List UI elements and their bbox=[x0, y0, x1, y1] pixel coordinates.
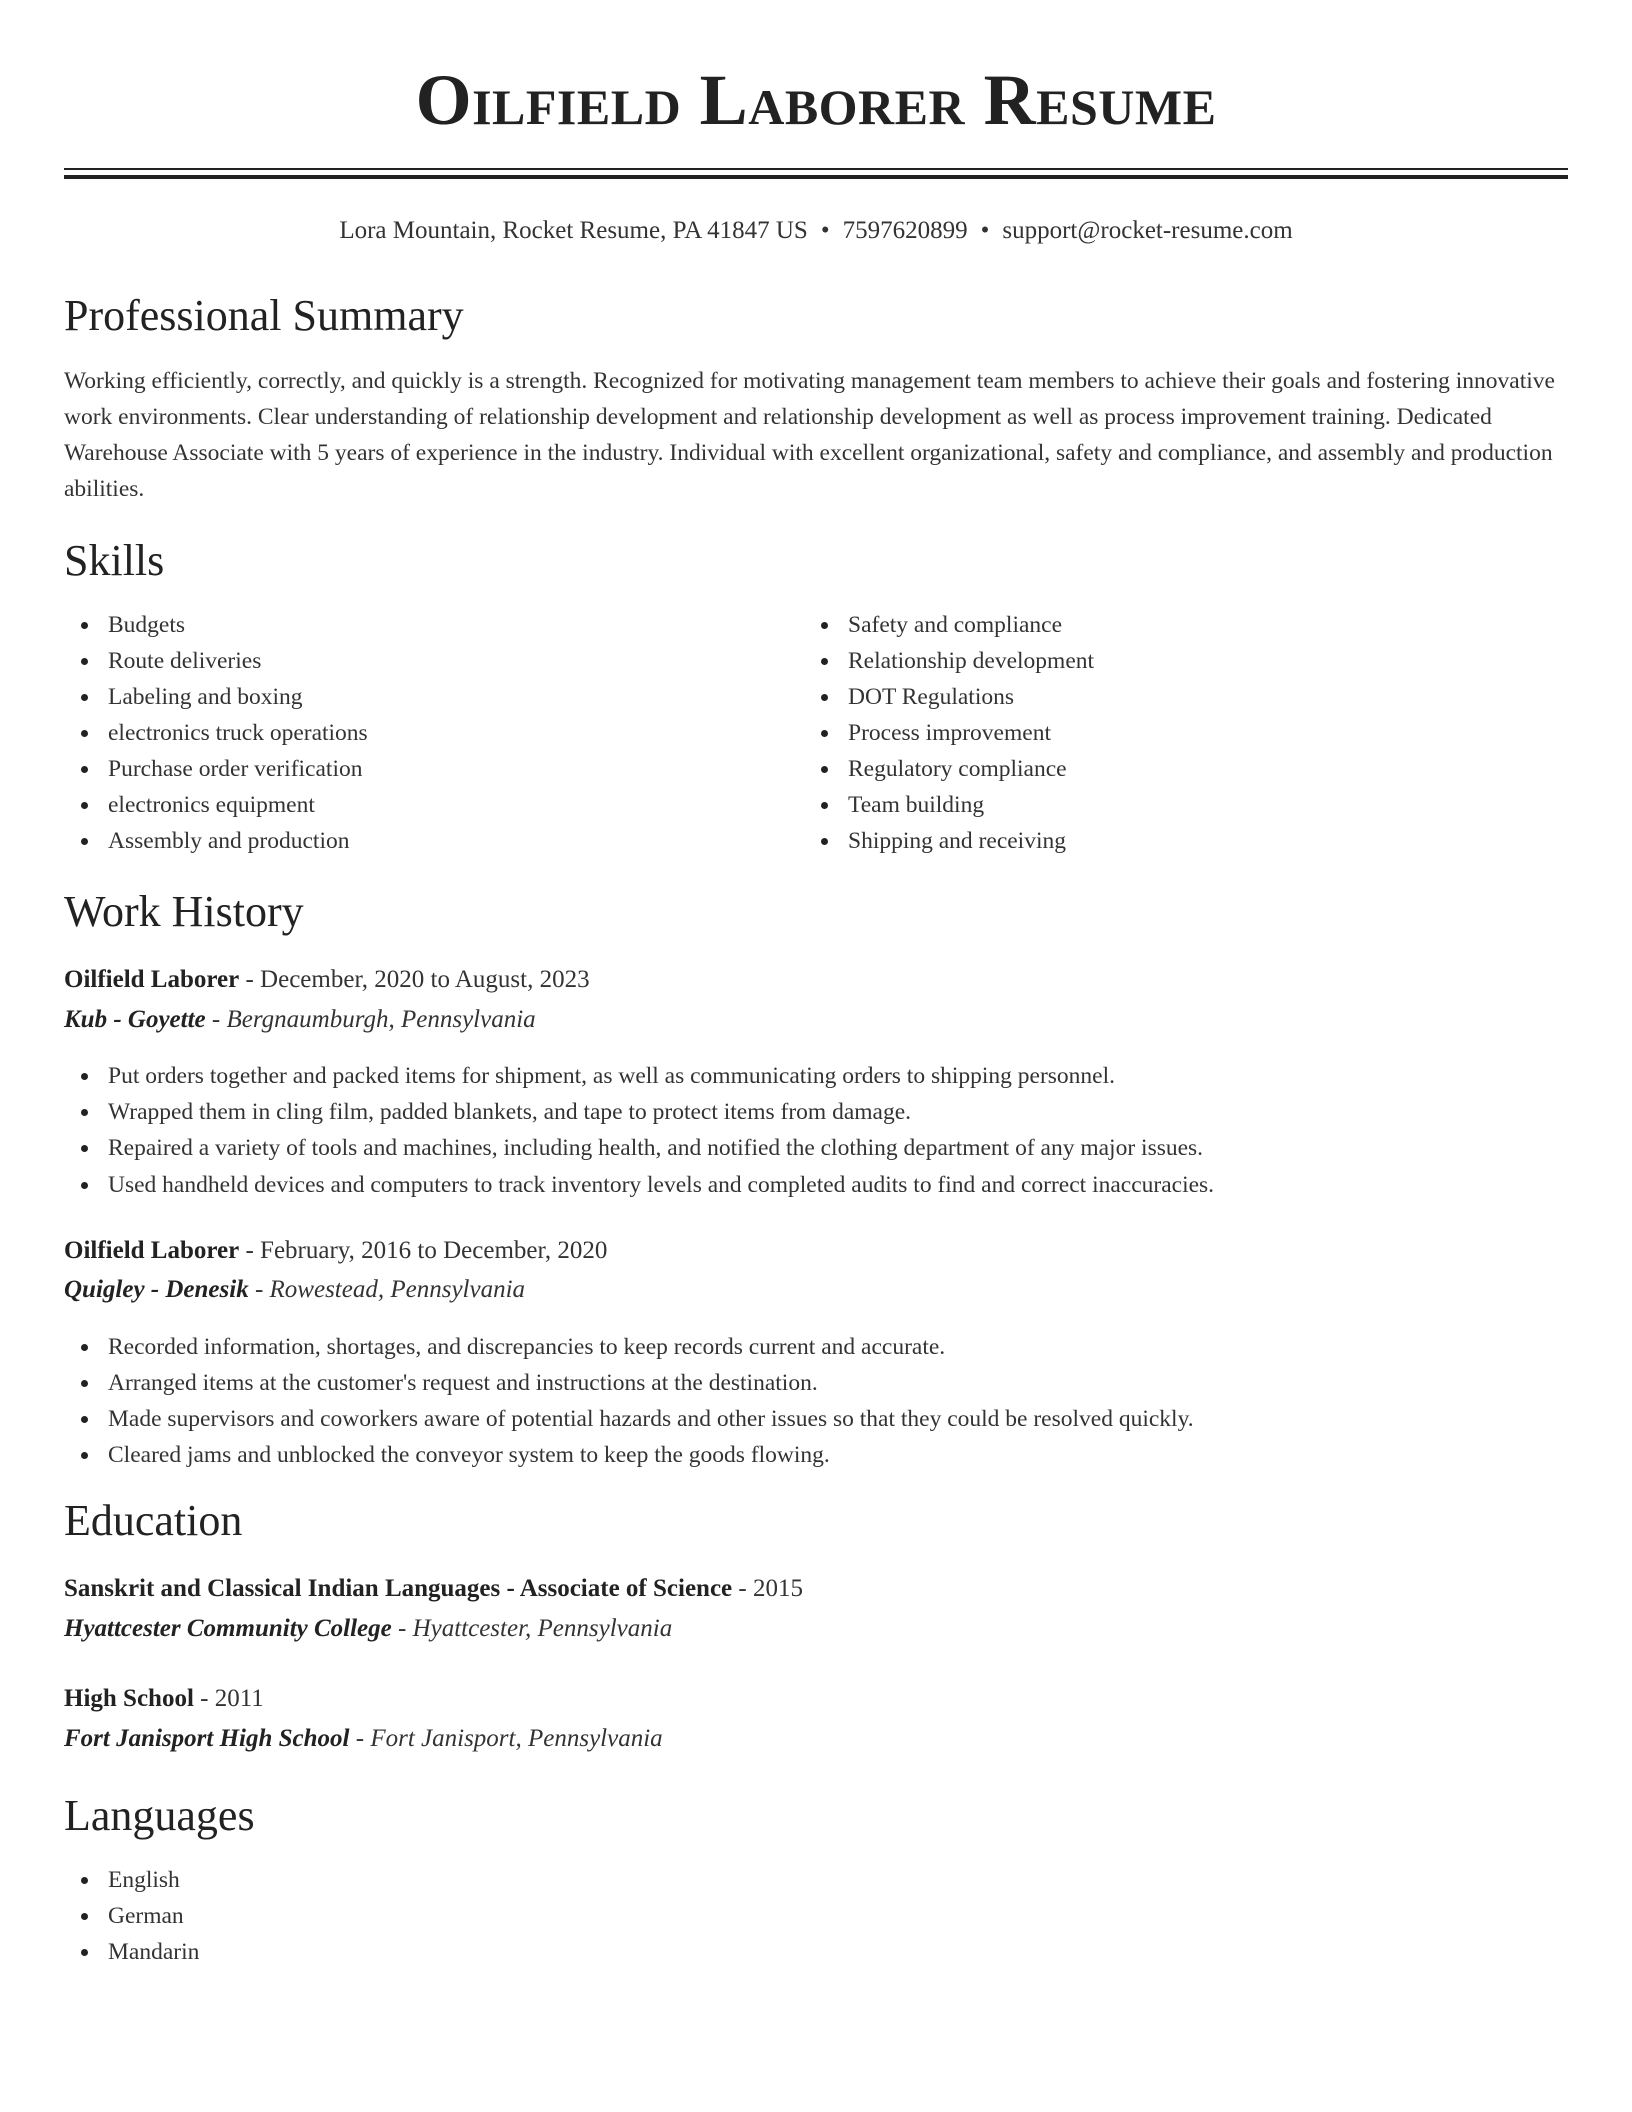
skill-item: Budgets bbox=[64, 607, 764, 643]
language-item: Mandarin bbox=[64, 1934, 764, 1970]
skill-item: Regulatory compliance bbox=[804, 751, 1504, 787]
job-location: - Bergnaumburgh, Pennsylvania bbox=[205, 1006, 536, 1033]
skills-list-right bbox=[804, 607, 1504, 859]
job-company-line bbox=[64, 1002, 536, 1038]
education-degree: Sanskrit and Classical Indian Languages - Associate of Science bbox=[64, 1575, 733, 1602]
summary-heading: Professional Summary bbox=[64, 291, 464, 340]
skill-item: Labeling and boxing bbox=[64, 679, 764, 715]
skill-item: Process improvement bbox=[804, 715, 1504, 751]
skills-heading: Skills bbox=[64, 536, 165, 585]
job-title: Oilfield Laborer bbox=[64, 966, 240, 993]
education-degree: High School bbox=[64, 1685, 194, 1712]
education-school: Hyattcester Community College bbox=[64, 1615, 392, 1642]
education-degree-line bbox=[64, 1571, 803, 1607]
skill-item: Team building bbox=[804, 787, 1504, 823]
skill-item: Relationship development bbox=[804, 643, 1504, 679]
title-rule-thick bbox=[64, 175, 1568, 179]
education-degree-line bbox=[64, 1681, 264, 1717]
education-school: Fort Janisport High School bbox=[64, 1725, 350, 1752]
contact-address: Lora Mountain, Rocket Resume, PA 41847 US bbox=[339, 217, 808, 244]
skill-item: electronics truck operations bbox=[64, 715, 764, 751]
education-year: - 2015 bbox=[732, 1575, 803, 1602]
job-company: Kub - Goyette bbox=[64, 1006, 206, 1033]
education-location: - Fort Janisport, Pennsylvania bbox=[349, 1725, 663, 1752]
skill-item: Purchase order verification bbox=[64, 751, 764, 787]
skill-item: Safety and compliance bbox=[804, 607, 1504, 643]
education-location: - Hyattcester, Pennsylvania bbox=[391, 1615, 673, 1642]
job-dates: - February, 2016 to December, 2020 bbox=[239, 1237, 608, 1264]
education-heading: Education bbox=[64, 1496, 243, 1545]
language-item: English bbox=[64, 1862, 764, 1898]
contact-phone: 7597620899 bbox=[842, 217, 968, 244]
job-title: Oilfield Laborer bbox=[64, 1237, 240, 1264]
skill-item: DOT Regulations bbox=[804, 679, 1504, 715]
job-duty: Repaired a variety of tools and machines, including health, and notified the clothing department of any major issues. bbox=[64, 1130, 1568, 1167]
job-duties-list bbox=[64, 1058, 1568, 1203]
skill-item: Route deliveries bbox=[64, 643, 764, 679]
job-duty: Recorded information, shortages, and discrepancies to keep records current and accurate. bbox=[64, 1329, 1568, 1365]
job-duty: Used handheld devices and computers to track inventory levels and completed audits to find and correct inaccuracies. bbox=[64, 1167, 1568, 1203]
skill-item: Assembly and production bbox=[64, 823, 764, 859]
job-duty: Put orders together and packed items for shipment, as well as communicating orders to shipping personnel. bbox=[64, 1058, 1568, 1094]
education-school-line bbox=[64, 1611, 672, 1647]
languages-list bbox=[64, 1862, 764, 1970]
languages-heading: Languages bbox=[64, 1791, 255, 1840]
contact-email: support@rocket-resume.com bbox=[1002, 217, 1293, 244]
contact-line bbox=[64, 214, 1568, 248]
job-duty: Cleared jams and unblocked the conveyor system to keep the goods flowing. bbox=[64, 1437, 1568, 1473]
skills-list-left bbox=[64, 607, 764, 859]
job-dates: - December, 2020 to August, 2023 bbox=[239, 966, 590, 993]
resume-title: Oilfield Laborer Resume bbox=[415, 60, 1217, 140]
contact-separator: • bbox=[980, 217, 990, 244]
job-company: Quigley - Denesik bbox=[64, 1276, 249, 1303]
contact-separator: • bbox=[820, 217, 830, 244]
job-location: - Rowestead, Pennsylvania bbox=[248, 1276, 526, 1303]
skill-item: Shipping and receiving bbox=[804, 823, 1504, 859]
language-item: German bbox=[64, 1898, 764, 1934]
job-title-line bbox=[64, 962, 590, 998]
job-company-line bbox=[64, 1272, 525, 1308]
education-school-line bbox=[64, 1721, 663, 1757]
summary-text: Working efficiently, correctly, and quickly is a strength. Recognized for motivating management team members to achieve their goals and fostering innovative work environments. Clear understanding of relationship development and relationship development as well as process improvement training. Dedicated Warehouse Associate with 5 years of experience in the industry. Individual with excellent organizational, safety and compliance, and assembly and production abilities. bbox=[64, 368, 1555, 502]
job-duties-list bbox=[64, 1329, 1568, 1473]
work-heading: Work History bbox=[64, 887, 304, 936]
job-duty: Wrapped them in cling film, padded blankets, and tape to protect items from damage. bbox=[64, 1094, 1568, 1130]
skill-item: electronics equipment bbox=[64, 787, 764, 823]
job-duty: Made supervisors and coworkers aware of potential hazards and other issues so that they could be resolved quickly. bbox=[64, 1401, 1568, 1437]
title-rule-thin bbox=[64, 168, 1568, 170]
job-title-line bbox=[64, 1233, 607, 1269]
education-year: - 2011 bbox=[193, 1685, 264, 1712]
job-duty: Arranged items at the customer's request and instructions at the destination. bbox=[64, 1365, 1568, 1401]
